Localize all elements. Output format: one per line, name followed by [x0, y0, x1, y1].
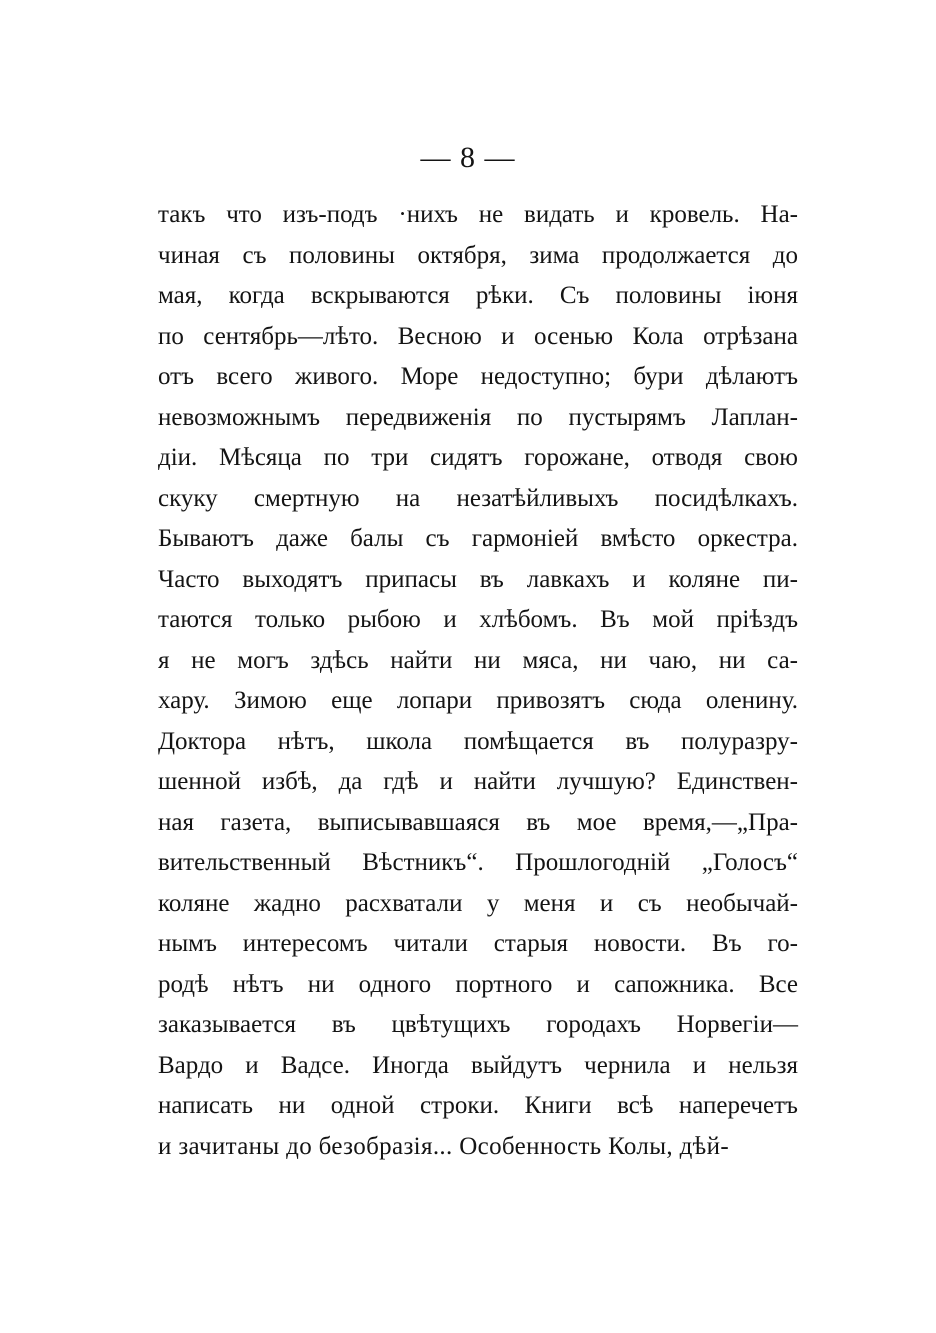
text-line: вительственный Вѣстникъ“. Прошлогодній „Голосъ“	[158, 849, 798, 876]
text-line: Вардо и Вадсе. Иногда выйдутъ чернила и нельзя	[158, 1051, 798, 1079]
page-number: — 8 —	[420, 141, 516, 174]
text-line: чиная съ половины октября, зима продолжается до	[158, 241, 798, 269]
text-line: мая, когда вскрываются рѣки. Съ половины іюня	[158, 282, 798, 309]
text-line: шенной избѣ, да гдѣ и найти лучшую? Единствен-	[158, 768, 798, 795]
text-line: Доктора нѣтъ, школа помѣщается въ полуразру-	[158, 727, 798, 755]
text-line: ная газета, выписывавшаяся въ мое время,—„Пра-	[158, 808, 798, 836]
text-line: заказывается въ цвѣтущихъ городахъ Норвегіи—	[158, 1011, 798, 1038]
text-line: невозможнымъ передвиженія по пустырямъ Лаплан-	[158, 403, 798, 431]
body-text	[158, 195, 798, 1167]
text-line: по сентябрь—лѣто. Весною и осенью Кола отрѣзана	[158, 322, 798, 350]
text-line: такъ что изъ-подъ ·нихъ не видать и кровель. На-	[158, 201, 798, 228]
text-line: скуку смертную на незатѣйливыхъ посидѣлкахъ.	[158, 484, 798, 512]
text-line: нымъ интересомъ читали старыя новости. Въ го-	[158, 930, 798, 957]
text-line: діи. Мѣсяца по три сидятъ горожане, отводя свою	[158, 444, 798, 471]
text-line: родѣ нѣтъ ни одного портного и сапожника. Все	[158, 970, 798, 998]
text-line: Часто выходятъ припасы въ лавкахъ и коляне пи-	[158, 565, 798, 593]
text-line: написать ни одной строки. Книги всѣ наперечетъ	[158, 1092, 798, 1119]
text-line: Бываютъ даже балы съ гармоніей вмѣсто оркестра.	[158, 525, 798, 552]
text-line: и зачитаны до безобразія... Особенность Колы, дѣй-	[158, 1132, 729, 1160]
text-line: хару. Зимою еще лопари привозятъ сюда оленину.	[158, 687, 798, 714]
text-line: отъ всего живого. Море недоступно; бури дѣлаютъ	[158, 363, 798, 390]
text-line: таются только рыбою и хлѣбомъ. Въ мой пріѣздъ	[158, 606, 798, 633]
text-line: я не могъ здѣсь найти ни мяса, ни чаю, ни са-	[158, 646, 798, 674]
text-line: коляне жадно расхватали у меня и съ необычай-	[158, 889, 798, 917]
